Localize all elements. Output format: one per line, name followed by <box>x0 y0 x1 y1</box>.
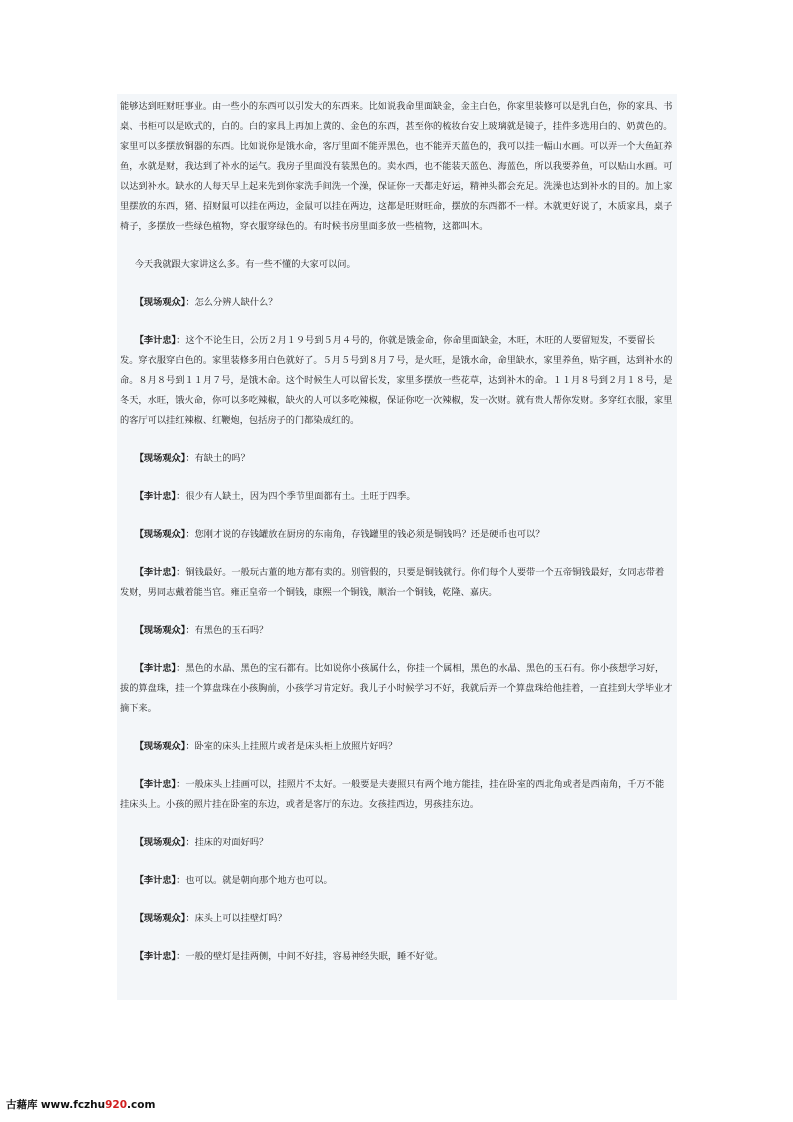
qa-speaker: 【李计忠】 <box>134 663 177 674</box>
qa-speaker: 【现场观众】 <box>134 837 186 848</box>
document-body <box>120 97 673 967</box>
qa-item <box>120 909 673 929</box>
qa-text: ：挂床的对面好吗？ <box>185 837 269 848</box>
qa-speaker: 【李计忠】 <box>134 875 177 886</box>
qa-item <box>120 449 673 469</box>
footer-site-name: 古藉库 <box>6 1099 38 1111</box>
qa-item <box>120 621 673 641</box>
qa-text: ：这个不论生日，公历２月１９号到５月４号的，你就是饿金命，你命里面缺金，木旺，木旺的人要留短发，不要留长发。穿衣服穿白色的。家里装修多用白色就好了。５月５号到８月７号，是火旺，是饿水命，命里缺水，家里养鱼，贴字画，达到补水的命。８月８号到１１月７号，是饿木命。这个时候生人可以留长发，家里多摆放一些花草，达到补木的命。１１月８号到２月１８号，是冬天，水旺，饿火命，你可以多吃辣椒，缺火的人可以多吃辣椒，保证你吃一次辣椒，发一次财。就有贵人帮你发财。多穿红衣服，家里的客厅可以挂红辣椒、红鞭炮，包括房子的门都染成红的。 <box>120 335 673 426</box>
qa-speaker: 【现场观众】 <box>134 913 186 924</box>
qa-text: ：也可以。就是朝向那个地方也可以。 <box>176 875 333 886</box>
qa-text: ：铜钱最好。一般玩古董的地方都有卖的。别管假的，只要是铜钱就行。你们每个人要带一个五帝铜钱最好，女同志带着发财，男同志戴着能当官。雍正皇帝一个铜钱，康熙一个铜钱，顺治一个铜钱，乾隆、嘉庆。 <box>120 567 665 598</box>
qa-speaker: 【李计忠】 <box>134 779 177 790</box>
qa-speaker: 【现场观众】 <box>134 741 186 752</box>
qa-speaker: 【李计忠】 <box>134 335 177 346</box>
closing-paragraph: 今天我就跟大家讲这么多。有一些不懂的大家可以问。 <box>134 259 356 270</box>
qa-speaker: 【李计忠】 <box>134 951 177 962</box>
qa-text: ：一般的壁灯是挂两侧，中间不好挂，容易神经失眠，睡不好觉。 <box>176 951 444 962</box>
qa-text: ：有缺土的吗？ <box>185 453 250 464</box>
qa-text: ：卧室的床头上挂照片或者是床头柜上放照片好吗？ <box>185 741 398 752</box>
qa-speaker: 【李计忠】 <box>134 491 177 502</box>
qa-speaker: 【现场观众】 <box>134 529 186 540</box>
qa-item <box>120 659 673 719</box>
qa-item <box>120 487 673 507</box>
qa-item <box>120 293 673 313</box>
qa-speaker: 【李计忠】 <box>134 567 177 578</box>
qa-text: ：黑色的水晶、黑色的宝石都有。比如说你小孩属什么，你挂一个属相，黑色的水晶、黑色的玉石有。你小孩想学习好，拔的算盘珠，挂一个算盘珠在小孩胸前，小孩学习肯定好。我儿子小时候学习不好，我就后弄一个算盘珠给他挂着，一直挂到大学毕业才摘下来。 <box>120 663 673 714</box>
qa-text: ：很少有人缺土，因为四个季节里面都有土。土旺于四季。 <box>176 491 416 502</box>
qa-speaker: 【现场观众】 <box>134 297 186 308</box>
footer-url-suffix: .com <box>127 1099 156 1111</box>
qa-text: ：床头上可以挂壁灯吗？ <box>185 913 287 924</box>
qa-item <box>120 947 673 967</box>
qa-speaker: 【现场观众】 <box>134 453 186 464</box>
qa-item <box>120 737 673 757</box>
footer-url-number: 920 <box>105 1099 128 1111</box>
qa-item <box>120 563 673 603</box>
footer-watermark <box>6 1097 155 1112</box>
footer-url-prefix: www.fczhu <box>40 1099 106 1111</box>
qa-item <box>120 775 673 815</box>
qa-text: ：怎么分辨人缺什么？ <box>185 297 278 308</box>
qa-item <box>120 331 673 431</box>
qa-item <box>120 871 673 891</box>
qa-text: ：有黑色的玉石吗？ <box>185 625 269 636</box>
qa-item <box>120 833 673 853</box>
qa-text: ：您刚才说的存钱罐放在厨房的东南角，存钱罐里的钱必须是铜钱吗？还是硬币也可以？ <box>185 529 545 540</box>
qa-item <box>120 525 673 545</box>
qa-speaker: 【现场观众】 <box>134 625 186 636</box>
intro-paragraph: 能够达到旺财旺事业。由一些小的东西可以引发大的东西来。比如说我命里面缺金，金主白色，你家里装修可以是乳白色，你的家具、书桌、书柜可以是欧式的，白的。白的家具上再加上黄的、金色的东西，甚至你的梳妆台安上玻璃就是镜子，挂件多选用白的、奶黄色的。家里可以多摆放铜器的东西。比如说你是饿水命，客厅里面不能弄黑色，也不能弄天蓝色的，我可以挂一幅山水画。可以弄一个大鱼缸养鱼，水就是财，我达到了补水的运气。我房子里面没有装黑色的。卖水西，也不能装天蓝色、海蓝色，所以我要养鱼，可以贴山水画。可以达到补水。缺水的人每天早上起来先到你家洗手间洗一个澡，保证你一天都走好运，精神头都会充足。洗澡也达到补水的目的。加上家里摆放的东西，猪、招财鼠可以挂在两边，金鼠可以挂在两边，这都是旺财旺命，摆放的东西都不一样。木就更好说了，木质家具，桌子椅子，多摆放一些绿色植物，穿衣服穿绿色的。有时候书房里面多放一些植物，这都叫木。 <box>120 101 673 232</box>
qa-text: ：一般床头上挂画可以，挂照片不太好。一般要是夫妻照只有两个地方能挂，挂在卧室的西北角或者是西南角，千万不能挂床头上。小孩的照片挂在卧室的东边，或者是客厅的东边。女孩挂西边，男孩挂东边。 <box>120 779 665 810</box>
